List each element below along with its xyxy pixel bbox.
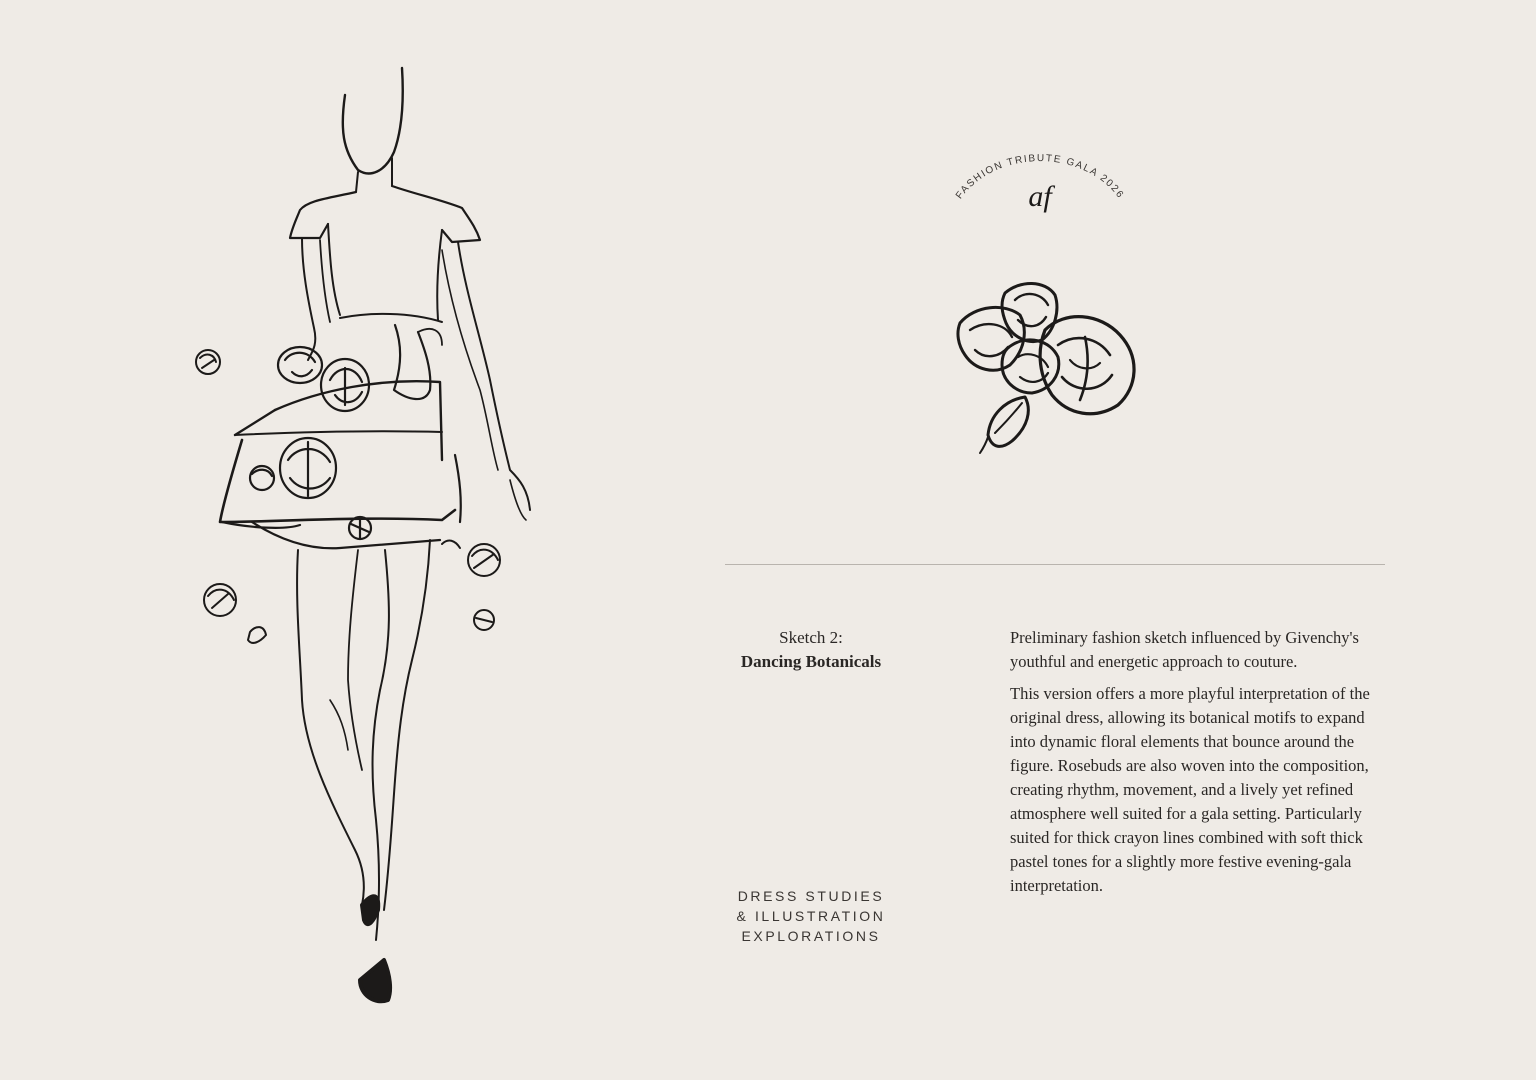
section-label-line: EXPLORATIONS [741,928,881,944]
logo-monogram: af [1028,180,1052,213]
gala-logo-seal [940,150,1140,230]
section-label-line: & ILLUSTRATION [736,908,886,924]
sketch-title-block [700,626,922,674]
sketch-title: Dancing Botanicals [740,652,882,671]
logo-arc-text: FASHION TRIBUTE GALA 2026 [953,153,1127,202]
fashion-figure-sketch [180,60,560,1020]
sketch-description [1010,626,1390,906]
section-divider [725,564,1385,565]
description-paragraph: This version offers a more playful interpretation of the original dress, allowing its botanical motifs to expand into dynamic floral elements that bounce around the figure. Rosebuds are also woven into the composition, creating rhythm, movement, and a lively yet refined atmosphere well suited for a gala setting. Particularly suited for thick crayon lines combined with soft thick pastel tones for a slightly more festive evening-gala interpretation. [1010,684,1370,895]
botanical-flower-illustration [950,275,1145,465]
description-paragraph: Preliminary fashion sketch influenced by Givenchy's youthful and energetic approach to couture. [1010,628,1359,671]
section-label-line: DRESS STUDIES [737,888,885,904]
section-label [700,886,922,946]
sketch-number: Sketch 2: [779,628,843,647]
